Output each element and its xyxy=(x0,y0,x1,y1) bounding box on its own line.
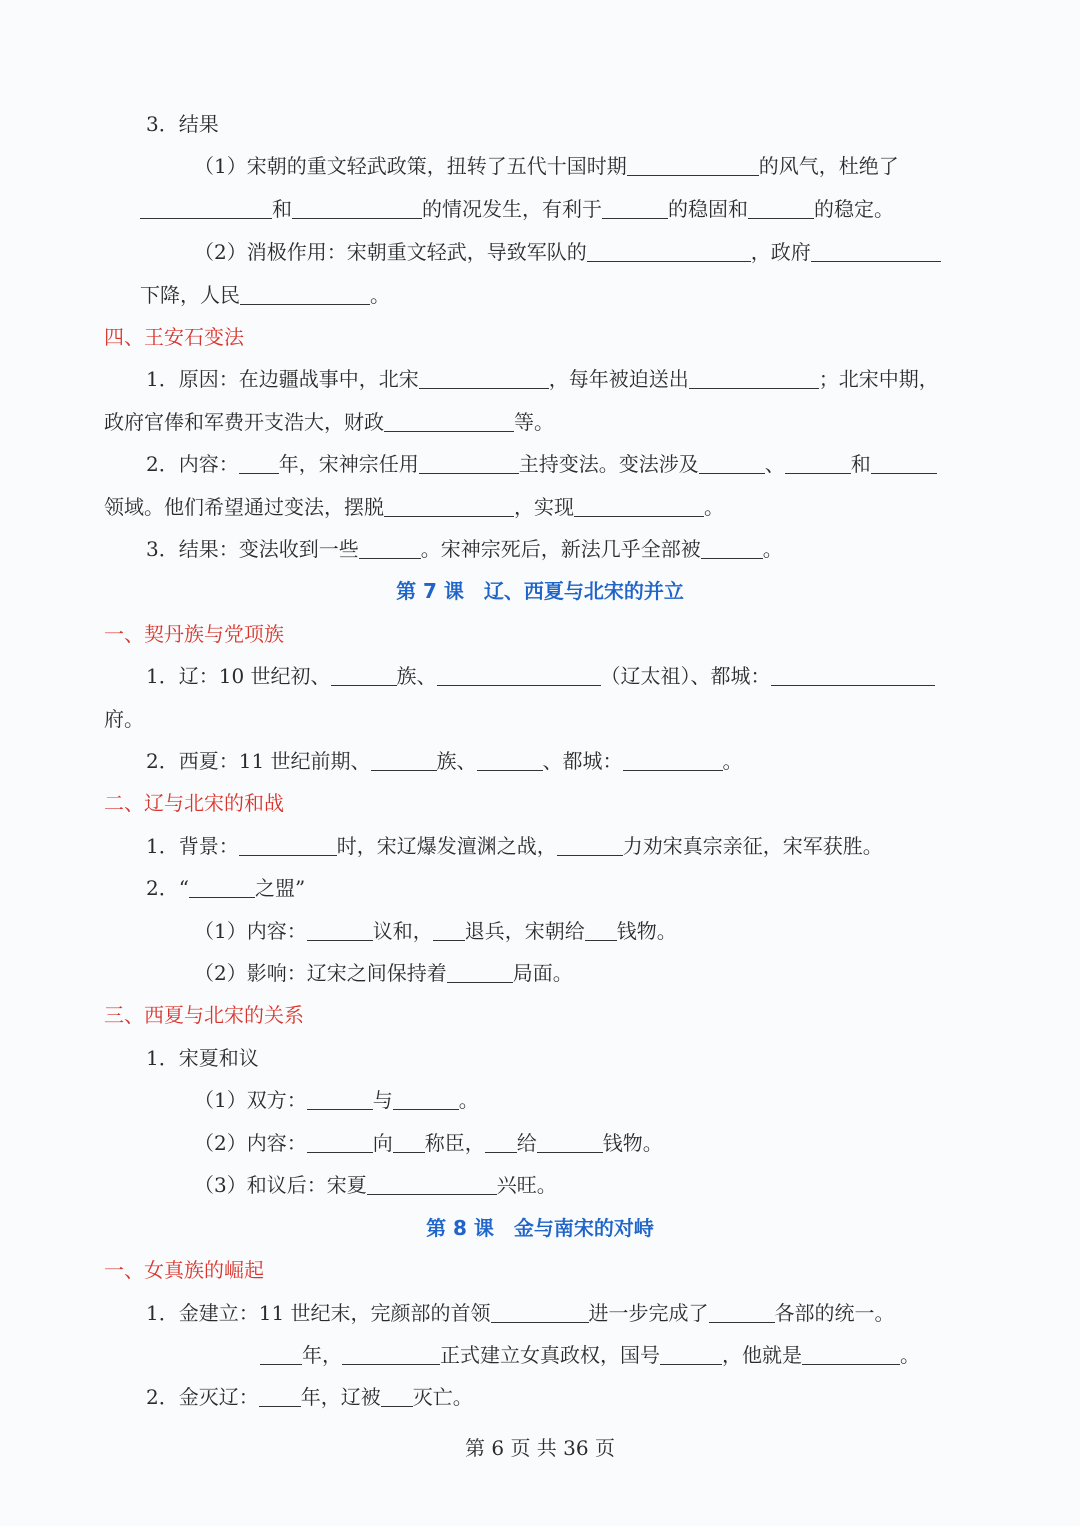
lesson-title-text: 第 8 课 金与南宋的对峙 xyxy=(426,1216,654,1240)
text: 1．辽：10 世纪初、 xyxy=(146,664,331,688)
text: 领域。他们希望通过变法，摆脱 xyxy=(104,495,384,519)
text: 2．西夏：11 世纪前期、 xyxy=(146,749,371,773)
page-number xyxy=(0,1434,1080,1462)
fill-blank[interactable] xyxy=(381,1384,413,1407)
text-line xyxy=(194,152,976,180)
fill-blank[interactable] xyxy=(419,366,549,389)
text-line xyxy=(194,238,976,266)
text: 给 xyxy=(516,1131,537,1155)
text: 。 xyxy=(370,283,390,307)
text: 2．金灭辽： xyxy=(146,1385,259,1409)
text-line xyxy=(104,705,976,733)
text: （2）内容： xyxy=(194,1131,307,1155)
text-line xyxy=(194,1171,976,1199)
fill-blank[interactable] xyxy=(433,918,465,941)
fill-blank[interactable] xyxy=(627,153,759,176)
fill-blank[interactable] xyxy=(602,196,668,219)
text: 主持变法。变法涉及 xyxy=(518,452,699,476)
text: 进一步完成了 xyxy=(588,1301,709,1325)
text: ，他就是 xyxy=(722,1343,802,1367)
fill-blank[interactable] xyxy=(485,1130,517,1153)
text: 之盟” xyxy=(254,876,306,900)
text-line xyxy=(194,917,976,945)
fill-blank[interactable] xyxy=(307,918,373,941)
text: 时，宋辽爆发澶渊之战， xyxy=(336,834,557,858)
text: 、 xyxy=(764,452,785,476)
fill-blank[interactable] xyxy=(371,748,437,771)
text: 局面。 xyxy=(512,961,573,985)
fill-blank[interactable] xyxy=(384,494,514,517)
fill-blank[interactable] xyxy=(367,1172,497,1195)
text: 与 xyxy=(372,1088,393,1112)
text: （辽太祖）、都城： xyxy=(600,664,771,688)
fill-blank[interactable] xyxy=(537,1130,603,1153)
text: 。 xyxy=(762,537,783,561)
text: 钱物。 xyxy=(602,1131,663,1155)
text: （1）宋朝的重文轻武政策，扭转了五代十国时期 xyxy=(194,154,627,178)
text-line xyxy=(104,493,976,521)
text: 族、 xyxy=(436,749,477,773)
fill-blank[interactable] xyxy=(307,1130,373,1153)
fill-blank[interactable] xyxy=(140,196,272,219)
text: 兴旺。 xyxy=(496,1173,557,1197)
text-line xyxy=(146,874,976,902)
text: 灭亡。 xyxy=(412,1385,473,1409)
fill-blank[interactable] xyxy=(393,1130,425,1153)
fill-blank[interactable] xyxy=(871,451,937,474)
fill-blank[interactable] xyxy=(699,451,765,474)
fill-blank[interactable] xyxy=(709,1300,775,1323)
heading-text: 一、契丹族与党项族 xyxy=(104,622,284,646)
text: 的风气，杜绝了 xyxy=(758,154,899,178)
text-line xyxy=(146,747,976,775)
text: 2．“ xyxy=(146,876,189,900)
fill-blank[interactable] xyxy=(477,748,543,771)
fill-blank[interactable] xyxy=(802,1342,900,1365)
text: 年， xyxy=(302,1343,342,1367)
text: 称臣， xyxy=(424,1131,485,1155)
text: 3．结果：变法收到一些 xyxy=(146,537,359,561)
text: 和 xyxy=(272,197,292,221)
text: 1．金建立：11 世纪末，完颜部的首领 xyxy=(146,1301,491,1325)
fill-blank[interactable] xyxy=(748,196,814,219)
text: 年，辽被 xyxy=(300,1385,381,1409)
fill-blank[interactable] xyxy=(342,1342,440,1365)
fill-blank[interactable] xyxy=(240,282,370,305)
text-line xyxy=(146,1383,976,1411)
text-line xyxy=(146,1044,976,1072)
text: 向 xyxy=(372,1131,393,1155)
section-heading xyxy=(104,1001,976,1029)
text-line xyxy=(146,535,976,563)
fill-blank[interactable] xyxy=(437,663,601,686)
text-line xyxy=(194,959,976,987)
text: 议和， xyxy=(372,919,433,943)
text: 、都城： xyxy=(542,749,623,773)
text: 。 xyxy=(722,749,743,773)
heading-text: 一、女真族的崛起 xyxy=(104,1258,264,1282)
fill-blank[interactable] xyxy=(574,494,704,517)
text: 的情况发生，有利于 xyxy=(422,197,602,221)
section-heading xyxy=(104,323,976,351)
text-line xyxy=(146,450,976,478)
text: 钱物。 xyxy=(616,919,677,943)
text: 年，宋神宗任用 xyxy=(278,452,419,476)
item-label: 1．宋夏和议 xyxy=(146,1046,259,1070)
text-line xyxy=(146,832,976,860)
text: ，实现 xyxy=(514,495,574,519)
text: （2）消极作用：宋朝重文轻武，导致军队的 xyxy=(194,240,587,264)
fill-blank[interactable] xyxy=(331,663,397,686)
fill-blank[interactable] xyxy=(292,196,422,219)
text: （2）影响：辽宋之间保持着 xyxy=(194,961,447,985)
fill-blank[interactable] xyxy=(260,1342,302,1365)
text: 2．内容： xyxy=(146,452,239,476)
text-line xyxy=(146,1299,976,1327)
lesson-title xyxy=(0,1214,1080,1242)
text: 族、 xyxy=(396,664,437,688)
text: 。 xyxy=(458,1088,479,1112)
fill-blank[interactable] xyxy=(771,663,935,686)
text: 等。 xyxy=(514,410,554,434)
fill-blank[interactable] xyxy=(239,833,337,856)
fill-blank[interactable] xyxy=(359,536,421,559)
heading-text: 二、辽与北宋的和战 xyxy=(104,791,284,815)
text: 各部的统一。 xyxy=(774,1301,895,1325)
heading-text: 三、西夏与北宋的关系 xyxy=(104,1003,304,1027)
text: 的稳固和 xyxy=(668,197,748,221)
fill-blank[interactable] xyxy=(419,451,519,474)
fill-blank[interactable] xyxy=(785,451,851,474)
text-line xyxy=(194,1129,976,1157)
text-line xyxy=(140,195,976,223)
fill-blank[interactable] xyxy=(587,239,751,262)
section-heading xyxy=(104,1256,976,1284)
text: 。 xyxy=(900,1343,920,1367)
text: 力劝宋真宗亲征，宋军获胜。 xyxy=(622,834,883,858)
fill-blank[interactable] xyxy=(491,1300,589,1323)
text: 府。 xyxy=(104,707,144,731)
text: （1）双方： xyxy=(194,1088,307,1112)
fill-blank[interactable] xyxy=(689,366,819,389)
fill-blank[interactable] xyxy=(189,875,255,898)
text-line xyxy=(194,1086,976,1114)
lesson-title xyxy=(0,577,1080,605)
text-line xyxy=(146,110,976,138)
fill-blank[interactable] xyxy=(701,536,763,559)
text: 。宋神宗死后，新法几乎全部被 xyxy=(420,537,701,561)
text: 和 xyxy=(850,452,871,476)
text: 。 xyxy=(704,495,724,519)
text: 1．原因：在边疆战事中，北宋 xyxy=(146,367,419,391)
text: 的稳定。 xyxy=(814,197,894,221)
text-line xyxy=(104,408,976,436)
fill-blank[interactable] xyxy=(585,918,617,941)
fill-blank[interactable] xyxy=(811,239,941,262)
fill-blank[interactable] xyxy=(259,1384,301,1407)
fill-blank[interactable] xyxy=(623,748,723,771)
text: 正式建立女真政权，国号 xyxy=(440,1343,660,1367)
text-line xyxy=(260,1341,976,1369)
heading-text: 四、王安石变法 xyxy=(104,325,244,349)
text-line xyxy=(140,281,976,309)
fill-blank[interactable] xyxy=(393,1087,459,1110)
text: （1）内容： xyxy=(194,919,307,943)
text: ；北宋中期， xyxy=(818,367,939,391)
item-label: 3．结果 xyxy=(146,112,219,136)
section-heading xyxy=(104,620,976,648)
text: ，每年被迫送出 xyxy=(548,367,689,391)
text: ，政府 xyxy=(750,240,811,264)
text-line xyxy=(146,365,976,393)
fill-blank[interactable] xyxy=(307,1087,373,1110)
fill-blank[interactable] xyxy=(660,1342,722,1365)
fill-blank[interactable] xyxy=(447,960,513,983)
text: 1．背景： xyxy=(146,834,239,858)
page-number-text: 第 6 页 共 36 页 xyxy=(465,1436,615,1460)
text-line xyxy=(146,662,976,690)
section-heading xyxy=(104,789,976,817)
text: 下降，人民 xyxy=(140,283,240,307)
lesson-title-text: 第 7 课 辽、西夏与北宋的并立 xyxy=(396,579,684,603)
fill-blank[interactable] xyxy=(557,833,623,856)
text: 政府官俸和军费开支浩大，财政 xyxy=(104,410,384,434)
fill-blank[interactable] xyxy=(384,409,514,432)
fill-blank[interactable] xyxy=(239,451,279,474)
text: （3）和议后：宋夏 xyxy=(194,1173,367,1197)
text: 退兵，宋朝给 xyxy=(464,919,585,943)
